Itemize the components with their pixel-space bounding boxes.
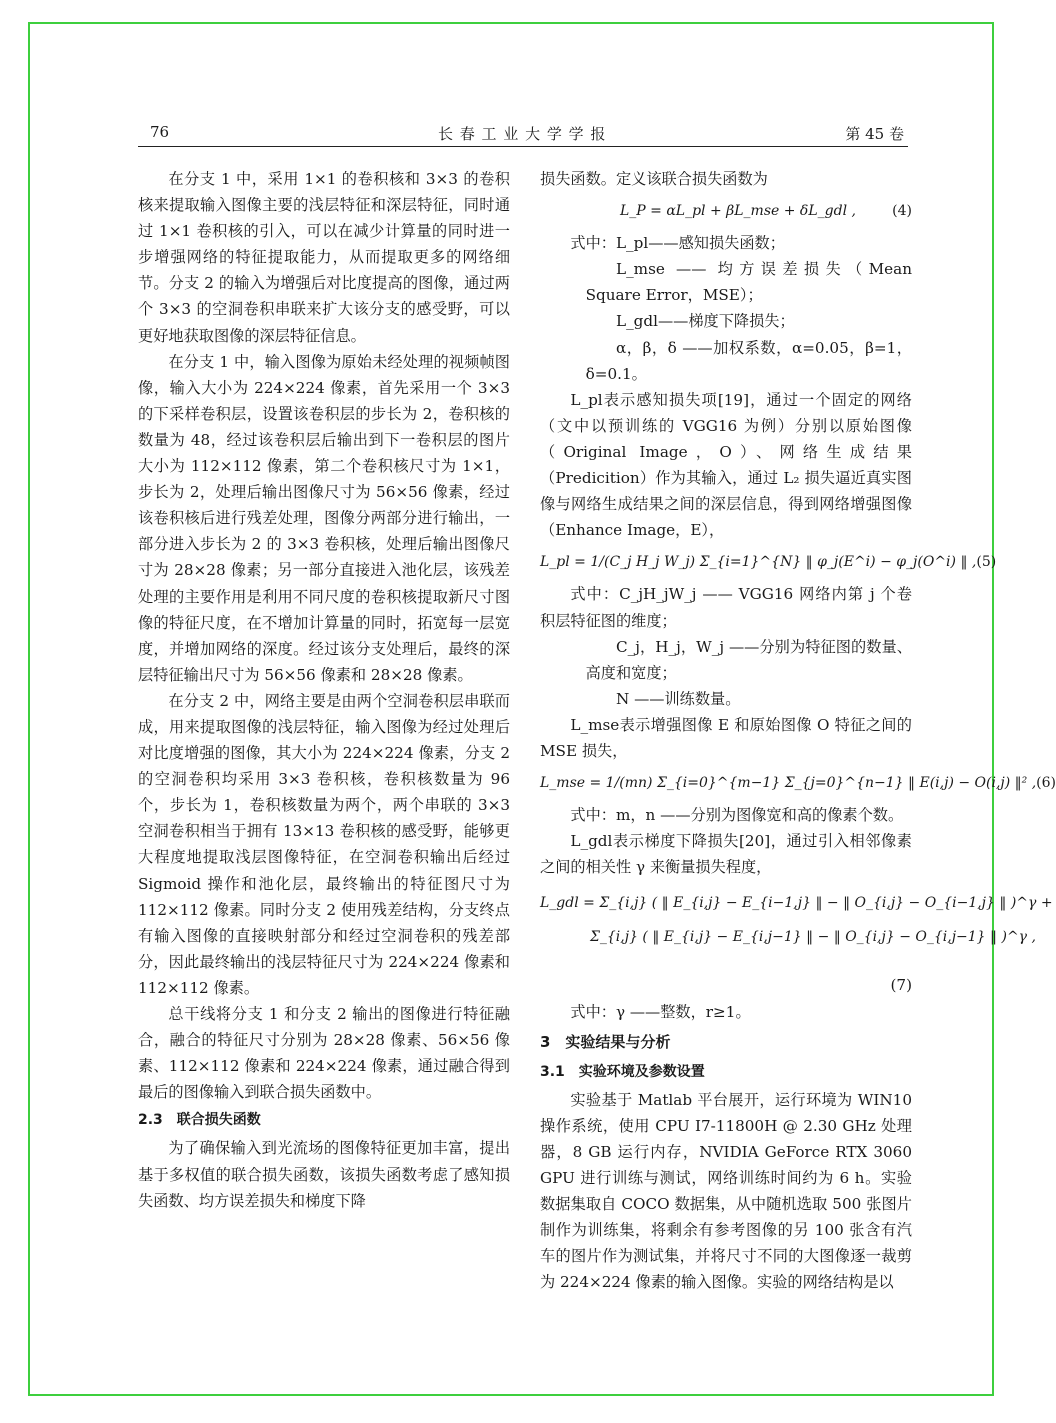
equation-body: L_P = αL_pl + βL_mse + δL_gdl , [620, 203, 856, 220]
paragraph: 实验基于 Matlab 平台展开，运行环境为 WIN10 操作系统，使用 CPU I7-11800H @ 2.30 GHz 处理器，8 GB 运行内存，NVIDIA GeForce RTX 3060 GPU 进行训练与测试，网络训练时间约为 6 h。实验数据集取自 COCO 数据集，从中随机选取 500 张图片制作为训练集，将剩余有参考图像的另 100 张含有汽车的图片作为测试集，并将尺寸不同的大图像逐一裁剪为 224×224 像素的输入图像。实验的网络结构是以 [540, 1090, 912, 1292]
paragraph: L_pl表示感知损失项[19]，通过一个固定的网络（文中以预训练的 VGG16 为例）分别以原始图像（Original Image，O）、网络生成结果（Predicition）作为其输入，通过 L₂ 损失逼近真实图像与网络生成结果之间的深层信息，得到网络增强图像（Enhance Image，E）， [540, 390, 912, 540]
journal-title: 长 春 工 业 大 学 学 报 [438, 125, 607, 143]
definition: C_j，H_j，W_j ——分别为特征图的数量、高度和宽度； [585, 637, 912, 682]
equation-number: (4) [892, 203, 912, 220]
definition: L_gdl——梯度下降损失； [615, 312, 795, 331]
equation-5 [540, 549, 997, 575]
equation-line: Σ_{i,j} ( ‖ E_{i,j} − E_{i,j−1} ‖ − ‖ O_{i,j} − O_{i,j−1} ‖ )^γ , [590, 929, 1036, 946]
definition: 式中：L_pl——感知损失函数； [570, 234, 785, 253]
paragraph: 在分支 2 中，网络主要是由两个空洞卷积层串联而成，用来提取图像的浅层特征，输入图像为经过处理后对比度增强的图像，其大小为 224×224 像素，分支 2 的空洞卷积均采用 3×3 卷积核，卷积核数量为 96 个，步长为 1，卷积核数量为两个，两个串联的 3×3 空洞卷积相当于拥有 13×13 卷积核的感受野，能够更大程度地提取浅层图像特征，在空洞卷积输出后经过 Sigmoid 操作和池化层，最终输出的特征图尺寸为 112×112 像素。同时分支 2 使用残差结构，分支终点有输入图像的直接映射部分和经过空洞卷积的残差部分，因此最终输出的浅层特征尺寸为 224×224 像素和 112×112 像素。 [138, 691, 510, 997]
equation-body: L_pl = 1/(C_j H_j W_j) Σ_{i=1}^{N} ‖ φ_j(E^i) − φ_j(O^i) ‖ , [540, 554, 977, 571]
running-header [138, 120, 908, 147]
equation-number: (6) [1036, 775, 1056, 792]
right-column [540, 166, 1056, 1296]
paragraph: 在分支 1 中，采用 1×1 的卷积核和 3×3 的卷积核来提取输入图像主要的浅层特征和深层特征，同时通过 1×1 卷积核的引入，可以在减少计算量的同时进一步增强网络的特征提取能力，从而提取更多的网络细节。分支 2 的输入为增强后对比度提高的图像，通过两个 3×3 的空洞卷积串联来扩大该分支的感受野，可以更好地获取图像的深层特征信息。 [138, 170, 510, 345]
paragraph: 损失函数。定义该联合损失函数为 [540, 170, 768, 188]
definition: 式中：C_jH_jW_j —— VGG16 网络内第 j 个卷积层特征图的维度； [540, 585, 912, 630]
section-heading-3-1: 3.1 实验环境及参数设置 [540, 1063, 705, 1080]
paragraph: L_gdl表示梯度下降损失[20]，通过引入相邻像素之间的相关性 γ 来衡量损失程度， [540, 832, 912, 877]
equation-number: (7) [890, 976, 912, 995]
definition: α，β，δ ——加权系数，α=0.05，β=1，δ=0.1。 [585, 338, 912, 383]
paragraph: L_mse表示增强图像 E 和原始图像 O 特征之间的 MSE 损失， [540, 715, 912, 760]
section-heading-3: 3 实验结果与分析 [540, 1032, 671, 1051]
definition: L_mse —— 均方误差损失（Mean Square Error，MSE）； [585, 260, 912, 305]
equation-6 [540, 770, 1056, 796]
equation-4 [540, 198, 912, 224]
paragraph: 在分支 1 中，输入图像为原始未经处理的视频帧图像，输入大小为 224×224 像素，首先采用一个 3×3 的下采样卷积层，设置该卷积层的步长为 2，卷积核的数量为 48，经过该卷积层后输出到下一卷积层的图片大小为 112×112 像素，第二个卷积核尺寸为 1×1，步长为 2，处理后输出图像尺寸为 56×56 像素，经过该卷积核后进行残差处理，图像分两部分进行输出，一部分进入步长为 2 的 3×3 卷积核，处理后输出图像尺寸为 28×28 像素；另一部分直接进入池化层，该残差处理的主要作用是利用不同尺度的卷积核提取新尺寸图像的特征尺度，在不增加计算量的同时，拓宽每一层宽度，并增加网络的深度。经过该分支处理后，最终的深层特征输出尺寸为 56×56 像素和 28×28 像素。 [138, 352, 510, 684]
page-number: 76 [150, 123, 170, 141]
equation-line: L_gdl = Σ_{i,j} ( ‖ E_{i,j} − E_{i−1,j} ‖ − ‖ O_{i,j} − O_{i−1,j} ‖ )^γ + [540, 895, 1053, 912]
paragraph: 为了确保输入到光流场的图像特征更加丰富，提出基于多权值的联合损失函数，该损失函数考虑了感知损失函数、均方误差损失和梯度下降 [138, 1139, 510, 1210]
paragraph: 总干线将分支 1 和分支 2 输出的图像进行特征融合，融合的特征尺寸分别为 28×28 像素、56×56 像素、112×112 像素和 224×224 像素，通过融合得到最后的图像输入到联合损失函数中。 [138, 1005, 510, 1102]
section-heading-2-3: 2.3 联合损失函数 [138, 1112, 261, 1129]
definition: 式中：γ ——整数，r≥1。 [570, 1002, 751, 1021]
volume-label: 第 45 卷 [845, 125, 904, 143]
equation-number: (5) [976, 554, 997, 571]
equation-7 [540, 886, 1053, 966]
definition: N ——训练数量。 [615, 689, 741, 708]
definition: 式中：m，n ——分别为图像宽和高的像素个数。 [570, 806, 904, 825]
left-column [138, 166, 510, 1214]
equation-body: L_mse = 1/(mn) Σ_{i=0}^{m−1} Σ_{j=0}^{n−1} ‖ E(i,j) − O(i,j) ‖² , [540, 775, 1037, 792]
